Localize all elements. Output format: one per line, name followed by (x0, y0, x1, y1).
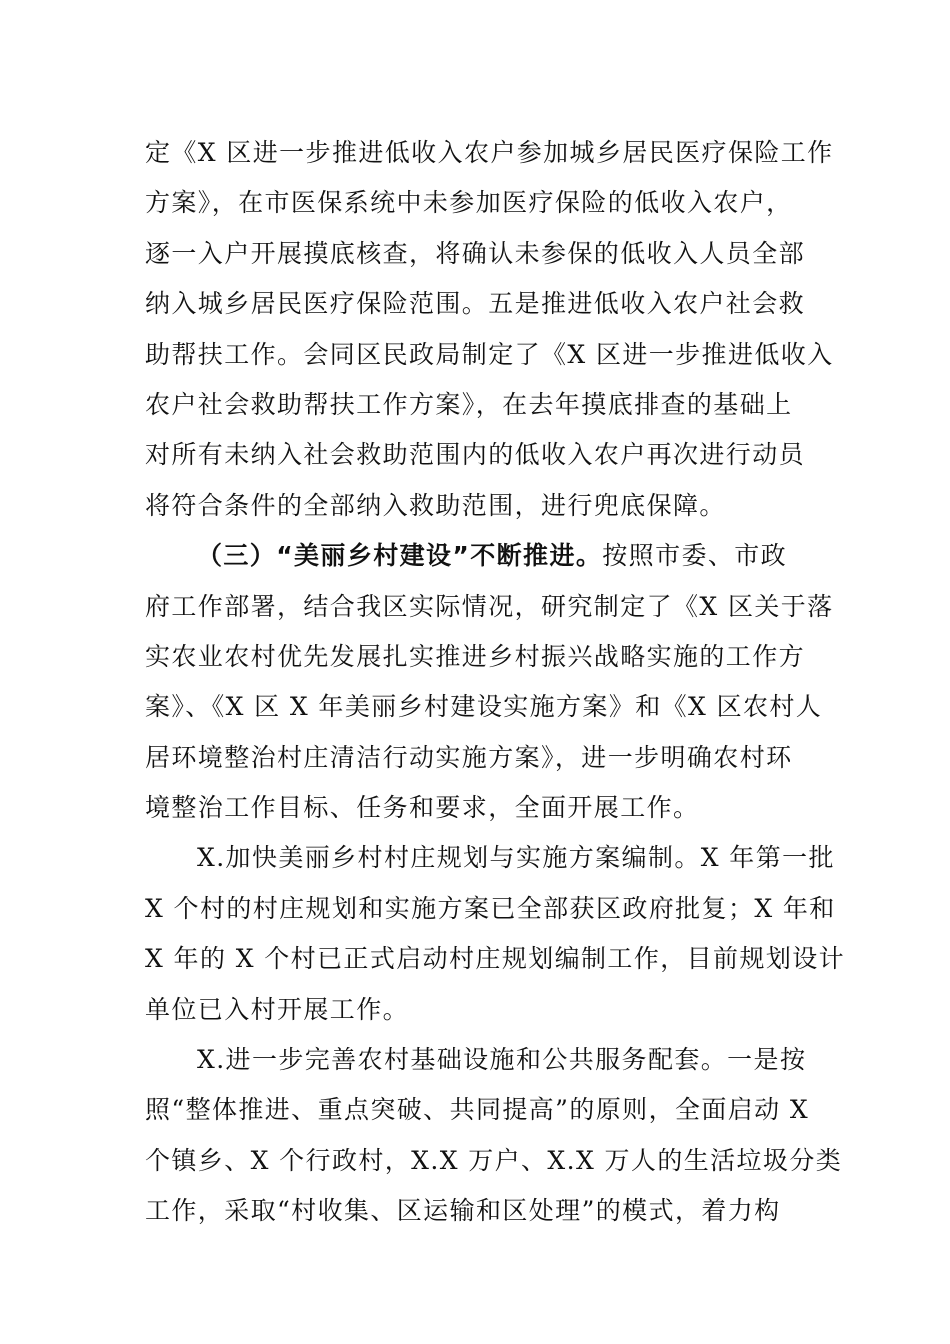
section-heading: （三）“美丽乡村建设”不断推进。 (197, 541, 603, 571)
paragraph-line: 案》、《X 区 X 年美丽乡村建设实施方案》和《X 区农村人 (145, 692, 823, 722)
section-heading-rest: 按照市委、市政 (602, 541, 788, 571)
paragraph-line: 助帮扶工作。会同区民政局制定了《X 区进一步推进低收入 (145, 339, 834, 369)
paragraph-line: 单位已入村开展工作。 (145, 994, 410, 1024)
paragraph-line: 实农业农村优先发展扎实推进乡村振兴战略实施的工作方 (145, 641, 806, 671)
paragraph-line: 方案》，在市医保系统中未参加医疗保险的低收入农户， (145, 188, 793, 218)
item-1-line: X.加快美丽乡村村庄规划与实施方案编制。X 年第一批 (197, 843, 835, 873)
paragraph-line: 境整治工作目标、任务和要求，全面开展工作。 (145, 793, 700, 823)
paragraph-line: 工作，采取“村收集、区运输和区处理”的模式，着力构 (145, 1196, 781, 1226)
paragraph-line: X 个村的村庄规划和实施方案已全部获区政府批复；X 年和 (145, 893, 836, 923)
paragraph-line: 对所有未纳入社会救助范围内的低收入农户再次进行动员 (145, 440, 806, 470)
paragraph-line: 农户社会救助帮扶工作方案》，在去年摸底排查的基础上 (145, 389, 793, 419)
paragraph-line: 个镇乡、X 个行政村，X.X 万户、X.X 万人的生活垃圾分类 (145, 1145, 843, 1175)
paragraph-line: 逐一入户开展摸底核查，将确认未参保的低收入人员全部 (145, 238, 806, 268)
paragraph-line: 定《X 区进一步推进低收入农户参加城乡居民医疗保险工作 (145, 138, 834, 167)
item-2-line: X.进一步完善农村基础设施和公共服务配套。一是按 (197, 1045, 807, 1075)
paragraph-line: 将符合条件的全部纳入救助范围，进行兜底保障。 (145, 490, 726, 520)
paragraph-line: 居环境整治村庄清洁行动实施方案》，进一步明确农村环 (145, 742, 793, 772)
paragraph-line: 纳入城乡居民医疗保险范围。五是推进低收入农户社会救 (145, 289, 806, 319)
paragraph-line: 府工作部署，结合我区实际情况，研究制定了《X 区关于落 (145, 591, 834, 621)
paragraph-line: X 年的 X 个村已正式启动村庄规划编制工作，目前规划设计 (145, 944, 846, 974)
section-heading-line (145, 531, 810, 581)
body-text (145, 128, 846, 1237)
paragraph-line: 照“整体推进、重点突破、共同提高”的原则，全面启动 X (145, 1095, 810, 1125)
